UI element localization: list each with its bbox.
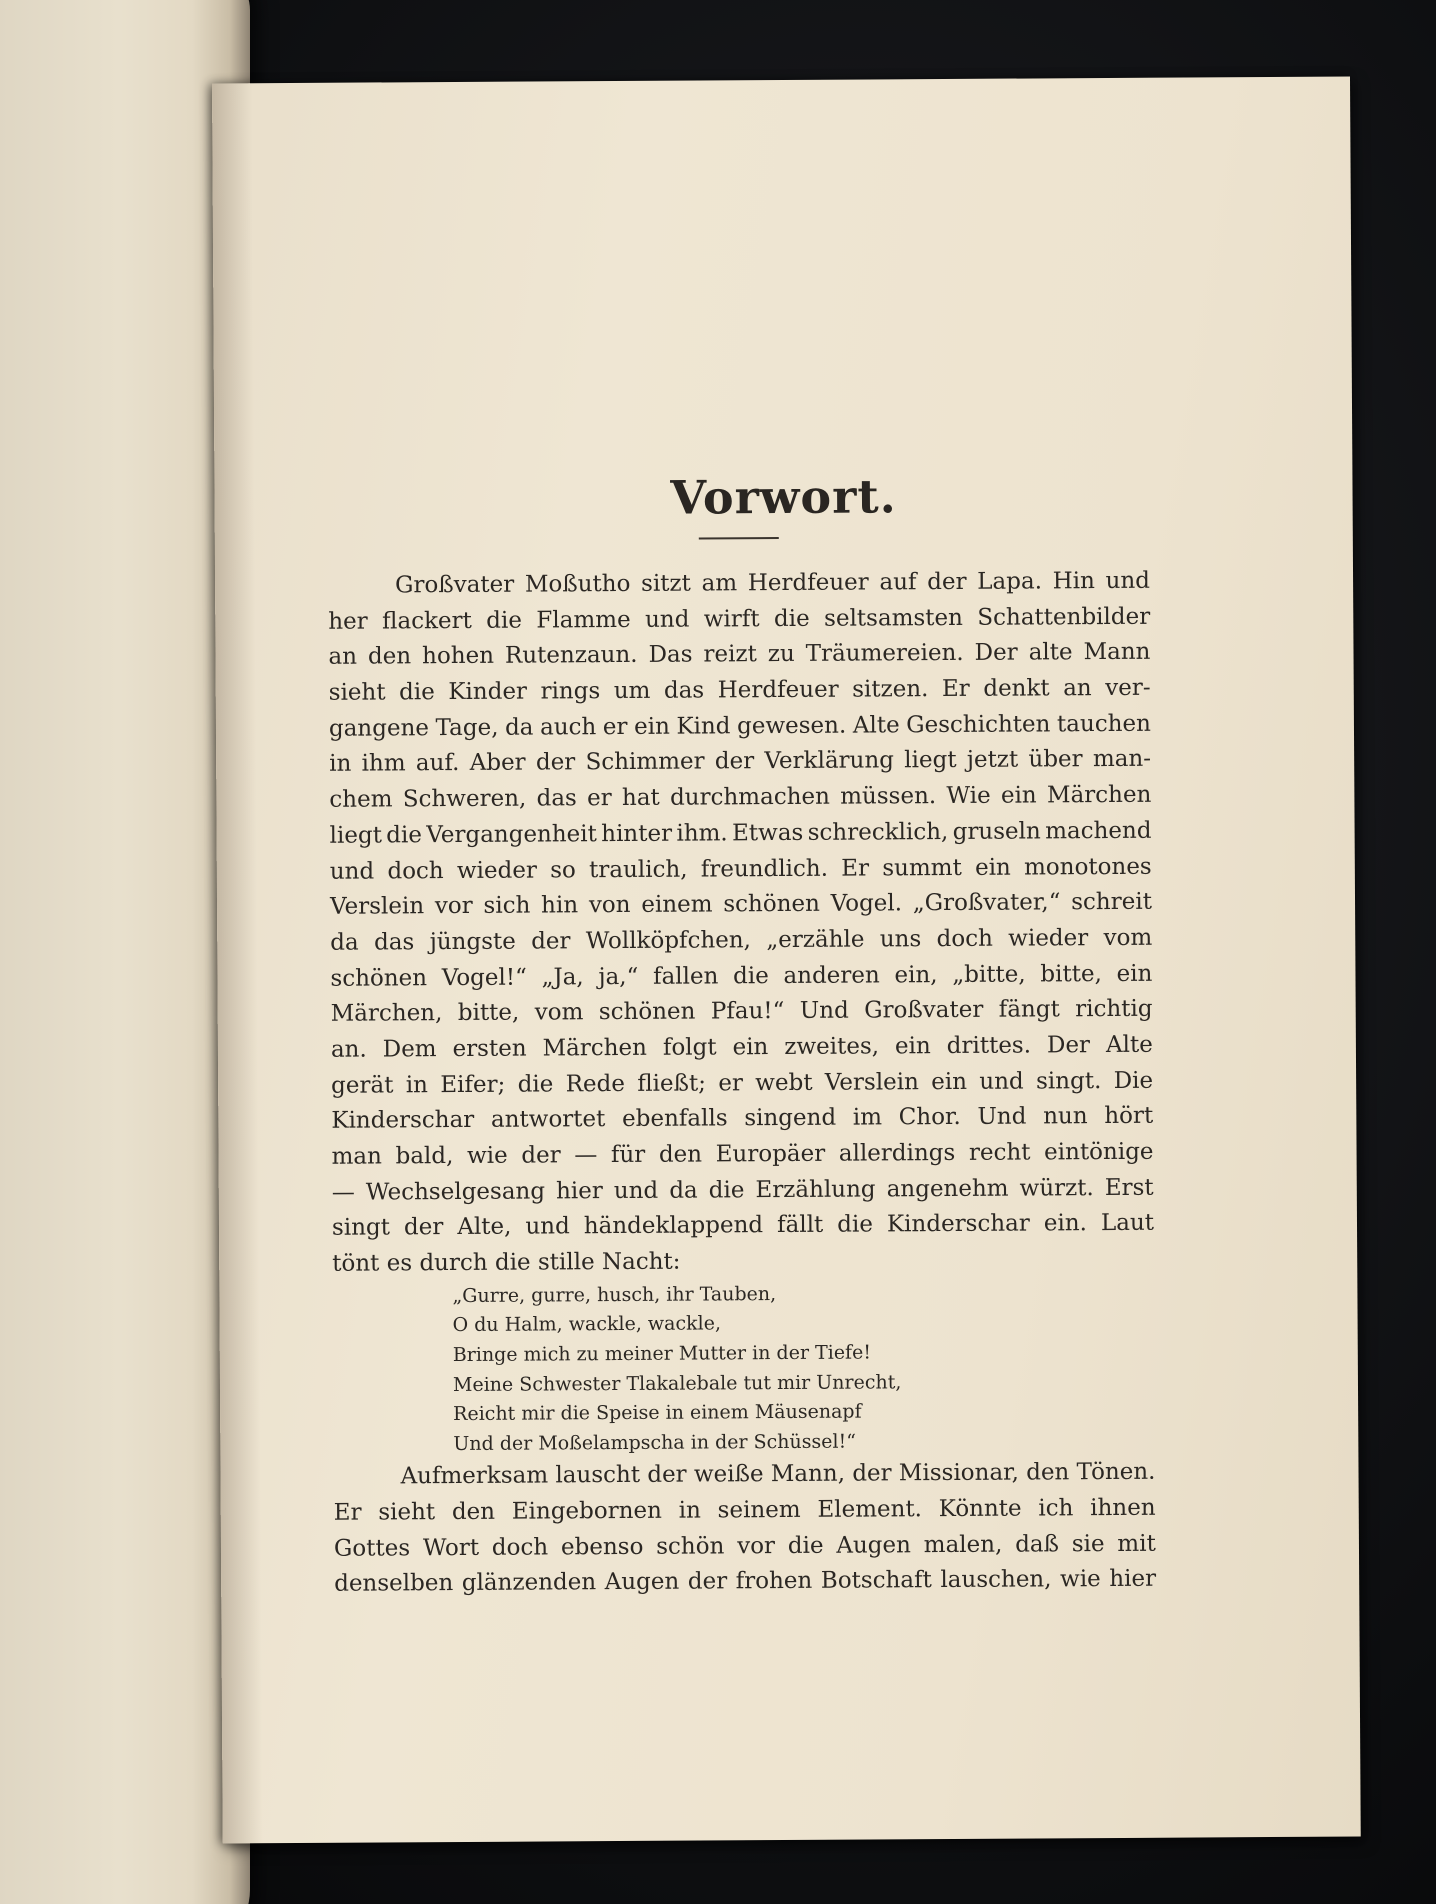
verse-line: Und der Moßelampscha in der Schüssel!“ [453, 1430, 856, 1455]
text-line: denselben glänzenden Augen der frohen Botschaft lauschen, wie hier [334, 1566, 1157, 1598]
text-line: und doch wieder so traulich, freundlich. Er summt ein monotones [329, 853, 1152, 885]
text-line: Er sieht den Eingebornen in seinem Element. Könnte ich ihnen [333, 1494, 1156, 1526]
text-line: Kinderschar antwortet ebenfalls singend im Chor. Und nun hört [331, 1103, 1154, 1135]
verse-block [332, 1277, 1155, 1460]
body-text [328, 564, 1156, 1603]
text-line: tönt es durch die stille Nacht: [332, 1248, 681, 1277]
paragraph-1 [328, 564, 1154, 1283]
text-line: man bald, wie der — für den Europäer allerdings recht eintönige [331, 1138, 1154, 1170]
text-line: liegt die Vergangenheit hinter ihm. Etwas schrecklich, gruseln machend [329, 817, 1152, 849]
paragraph-2 [333, 1455, 1156, 1603]
text-line: her flackert die Flamme und wirft die seltsamsten Schattenbilder [328, 603, 1151, 635]
text-line: chem Schweren, das er hat durchmachen müssen. Wie ein Märchen [329, 781, 1152, 813]
verse-line: O du Halm, wackle, wackle, [452, 1312, 722, 1337]
text-line: Verslein vor sich hin von einem schönen Vogel. „Großvater,“ schreit [329, 888, 1152, 920]
text-line: schönen Vogel!“ „Ja, ja,“ fallen die anderen ein, „bitte, bitte, ein [330, 960, 1153, 992]
text-line: Märchen, bitte, vom schönen Pfau!“ Und Großvater fängt richtig [330, 995, 1153, 1028]
text-line: Gottes Wort doch ebenso schön vor die Augen malen, daß sie mit [333, 1530, 1156, 1562]
verse-line: Bringe mich zu meiner Mutter in der Tiefe! [452, 1341, 872, 1366]
verse-line: „Gurre, gurre, husch, ihr Tauben, [452, 1282, 777, 1307]
title-rule [699, 537, 779, 539]
text-line: — Wechselgesang hier und da die Erzählung angenehm würzt. Erst [331, 1174, 1154, 1206]
text-line: singt der Alte, und händeklappend fällt die Kinderschar ein. Laut [331, 1210, 1155, 1242]
text-line: in ihm auf. Aber der Schimmer der Verklärung liegt jetzt über man- [329, 746, 1152, 778]
text-line: an den hohen Rutenzaun. Das reizt zu Träumereien. Der alte Mann [328, 639, 1151, 671]
text-line: da das jüngste der Wollköpfchen, „erzähle uns doch wieder vom [330, 924, 1153, 956]
verse-line: Meine Schwester Tlakalebale tut mir Unrecht, [452, 1370, 902, 1396]
verse-line: Reicht mir die Speise in einem Mäusenapf [453, 1400, 862, 1426]
text-line: gerät in Eifer; die Rede fließt; er webt Verslein ein und singt. Die [331, 1067, 1154, 1099]
text-line: sieht die Kinder rings um das Herdfeuer sitzen. Er denkt an ver- [328, 674, 1151, 706]
text-line: Großvater Moßutho sitzt am Herdfeuer auf der Lapa. Hin und [395, 567, 1151, 599]
text-line: Aufmerksam lauscht der weiße Mann, der Missionar, den Tönen. [400, 1459, 1156, 1490]
text-line: gangene Tage, da auch er ein Kind gewesen. Alte Geschichten tauchen [328, 710, 1151, 742]
book-page [212, 77, 1361, 1844]
page-title: Vorwort. [670, 469, 897, 525]
text-line: an. Dem ersten Märchen folgt ein zweites, ein drittes. Der Alte [330, 1031, 1153, 1063]
